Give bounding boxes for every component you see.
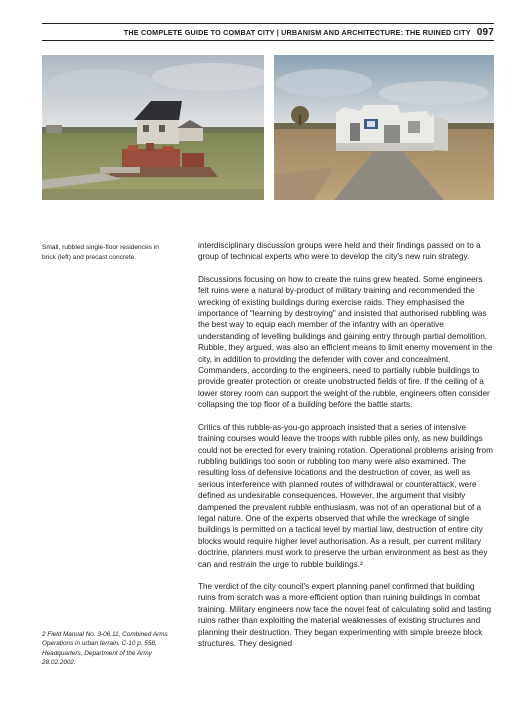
page-number: 097 bbox=[476, 26, 494, 38]
header-title: THE COMPLETE GUIDE TO COMBAT CITY | URBANISM AND ARCHITECTURE: THE RUINED CITY bbox=[123, 27, 471, 37]
body-text bbox=[198, 240, 494, 660]
precast-concrete-ruin-photo bbox=[274, 55, 494, 200]
running-header bbox=[42, 24, 494, 40]
body-paragraph: Discussions focusing on how to create the ruins grew heated. Some engineers felt ruins were a natural by-product of military training and recommended the wrecking of existing buildings during exercise raids. They emphasised the importance of "learning by destroying" and insisted that authorised rubbling was the best way to equip each member of the infantry with an operative understanding of levelling buildings and gaining entry through partial demolition. Rubble, they argued, was also an efficient means to limit enemy movement in the city, in addition to providing the defender with cover and concealment. Commanders, according to the engineers, need to partially rubble buildings to provide greater protection or create unobstructed fields of fire. If the ceiling of a lower storey room can support the weight of the rubble, engineers often consider collapsing the top floor of a building before the battle starts. bbox=[198, 274, 493, 410]
footnote: 2 Field Manual No. 3-06.11, Combined Arms Operations in urban terrain, C-10 p. 558, Headquarters, Department of the Army 28.02.2002. bbox=[42, 631, 168, 667]
photo-caption: Small, rubbled single-floor residences in brick (left) and precast concrete. bbox=[42, 244, 159, 261]
rubbled-house-photo bbox=[42, 55, 264, 200]
body-paragraph: Critics of this rubble-as-you-go approach insisted that a series of intensive training courses would leave the troops with rubble piles only, as new buildings could not be erected for every training rotation. Operational problems arising from rubbling buildings too soon or rubbling too many were also examined. The resulting loss of defensive locations and the destruction of cover, as well as serious interference with planned routes of withdrawal or counterattack, were defined as undesirable consequences. However, the argument that visibly dampened the prevalent rubble enthusiasm, was not of an operational but of a legal nature. One of the experts observed that while the wreckage of single buildings is permitted on a tactical level by martial law, destruction of entire city blocks would require higher level authorisation. As a result, per current military doctrine, planners must work to preserve the urban environment as best as they can and restrain the urge to rubble buildings.² bbox=[198, 422, 493, 569]
photo-concrete-ruin bbox=[274, 55, 494, 200]
header-rule-bottom bbox=[42, 40, 494, 41]
photo-rubbled-house bbox=[42, 55, 264, 200]
body-paragraph: The verdict of the city council's expert planning panel confirmed that building ruins from scratch was a more efficient option than ruining buildings in combat training. Military engineers now face the novel feat of calculating solid and lasting ruins rather than exploiting the material weaknesses of existing structures and planning their destruction. They began experimenting with simple breeze block structures. They designed bbox=[198, 581, 492, 648]
body-paragraph: interdisciplinary discussion groups were held and their findings passed on to a group of technical experts who were to develop the city's new ruin strategy. bbox=[198, 241, 481, 262]
